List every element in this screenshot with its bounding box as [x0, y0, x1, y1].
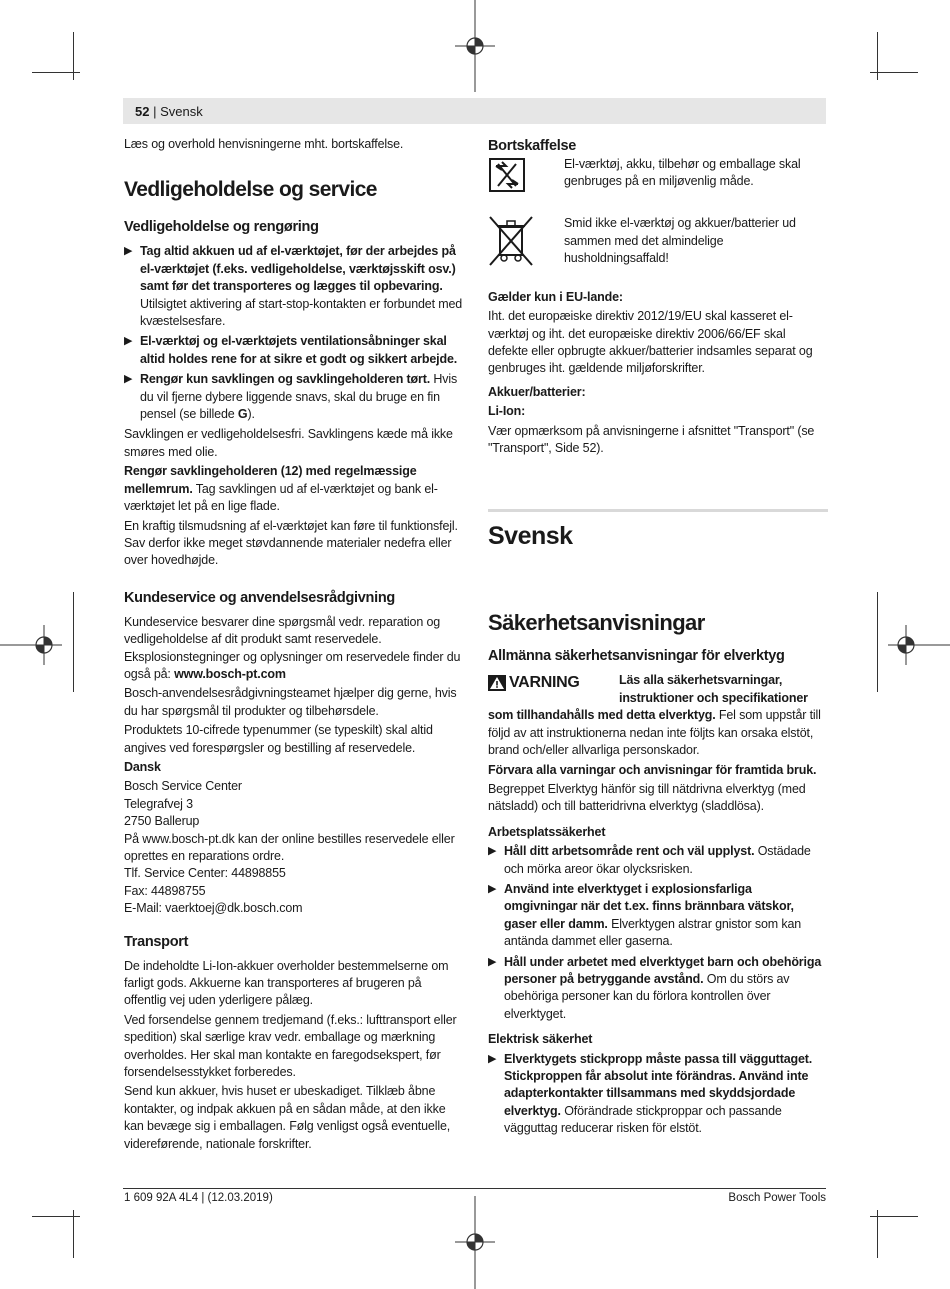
subheading: Arbetsplatssäkerhet	[488, 824, 606, 839]
liion-heading: Li-Ion:	[488, 404, 526, 419]
registration-mark-icon	[0, 625, 62, 665]
arrow-bullet-icon: ▶	[488, 882, 497, 895]
arrow-bullet-icon: ▶	[488, 955, 497, 968]
footer-rule	[123, 1188, 826, 1189]
arrow-bullet-icon: ▶	[488, 1052, 497, 1065]
crossed-bin-icon	[488, 215, 534, 267]
page-header: 52 | Svensk	[135, 104, 203, 119]
registration-mark-icon	[888, 625, 950, 665]
intro-text: Læs og overhold henvisningerne mht. bortskaffelse.	[124, 137, 404, 151]
arrow-bullet-icon: ▶	[124, 335, 133, 348]
page-number: 52	[135, 104, 150, 119]
list-item: ▶ El-værktøj og el-værktøjets ventilationsåbninger skal altid holdes rene for at sikre et godt og sikkert arbejde.	[124, 334, 458, 366]
section-title: Vedligeholdelse og service	[124, 178, 377, 202]
registration-mark-icon	[455, 1196, 495, 1289]
paragraph: El-værktøj, akku, tilbehør og emballage skal genbruges på en miljøvenlig måde.	[564, 157, 801, 189]
paragraph: Smid ikke el-værktøj og akkuer/batterier ud sammen med det almindelige husholdningsaffald!	[564, 216, 796, 266]
page-header-bar	[123, 98, 826, 124]
right-column	[488, 136, 828, 1141]
recycling-symbol-icon	[488, 156, 528, 196]
list-item: ▶ Håll under arbetet med elverktyget barn och obehöriga personer på betryggande avstånd. Om du störs av obehöriga personer kan du förlora kontrollen över elverktyget.	[488, 954, 822, 1021]
paragraph: Kundeservice besvarer dine spørgsmål vedr. reparation og vedligeholdelse af dit produkt samt reservedele. Eksplosionstegninger og oplysninger om reservedele finder du også på: www.bosch-pt.com	[124, 614, 461, 681]
subsection-title: Transport	[124, 933, 189, 950]
left-column	[124, 136, 464, 1155]
arrow-bullet-icon: ▶	[124, 245, 133, 258]
paragraph: Begreppet Elverktyg hänför sig till nätdrivna elverktyg (med nätsladd) och till batteridrivna elverktyg (sladdlösa).	[488, 781, 806, 814]
header-language: Svensk	[160, 104, 203, 119]
arrow-bullet-icon: ▶	[124, 373, 133, 386]
subsection-title: Allmänna säkerhetsanvisningar för elverktyg	[488, 648, 785, 665]
country-heading: Dansk	[124, 759, 161, 774]
eu-heading: Gælder kun i EU-lande:	[488, 289, 623, 304]
list-item: ▶ Tag altid akkuen ud af el-værktøjet, før der arbejdes på el-værktøjet (f.eks. vedligeholdelse, værktøjsskift osv.) samt før det transporteres og lægges til opbevaring. Utilsigtet aktivering af start-stop-kontakten er forbundet med kvæstelsesfare.	[124, 244, 463, 329]
batteries-heading: Akkuer/batterier:	[488, 384, 586, 399]
paragraph: Savklingen er vedligeholdelsesfri. Savklingens kæde må ikke smøres med olie.	[124, 427, 453, 459]
footer-brand: Bosch Power Tools	[728, 1192, 826, 1204]
paragraph: De indeholdte Li-Ion-akkuer overholder bestemmelserne om farligt gods. Akkuerne kan transporteres af brugeren på offentlig vej uden yderligere pålæg.	[124, 958, 449, 1008]
warning-label: VARNING	[488, 674, 580, 691]
paragraph: Förvara alla varningar och anvisningar för framtida bruk.	[488, 762, 817, 777]
subsection-title: Bortskaffelse	[488, 138, 576, 154]
subheading: Elektrisk säkerhet	[488, 1032, 593, 1047]
list-item: ▶ Elverktygets stickpropp måste passa till vägguttaget. Stickproppen får absolut inte förändras. Använd inte adapterkontakter tillsammans med skyddsjordade elverktyg. Oförändrade stickproppar och passande vägguttag reducerar risken för elstöt.	[488, 1051, 813, 1136]
subsection-title: Kundeservice og anvendelsesrådgivning	[124, 589, 395, 606]
divider	[488, 509, 828, 512]
list-item: ▶ Använd inte elverktyget i explosionsfarliga omgivningar när det t.ex. finns brännbara vätskor, gaser eller damm. Elverktygen alstrar gnistor som kan antända dammet eller gaserna.	[488, 881, 802, 949]
disposal-row	[488, 156, 828, 201]
paragraph: Produktets 10-cifrede typenummer (se typeskilt) skal altid angives ved forespørgsler og bestilling af reservedele.	[124, 723, 433, 755]
crop-marks	[73, 592, 74, 692]
paragraph: Iht. det europæiske direktiv 2012/19/EU skal kasseret el-værktøj og iht. det europæiske direktiv 2006/66/EF skal defekte eller opbrugte akkuer/batterier indsamles separat og genbruges iht. gældende miljøforskrifter.	[488, 309, 813, 376]
paragraph: En kraftig tilsmudsning af el-værktøjet kan føre til funktionsfejl. Sav derfor ikke meget støvdannende materialer nedefra eller over hovedhøjde.	[124, 518, 458, 568]
bosch-url-link[interactable]: www.bosch-pt.com	[174, 666, 286, 681]
paragraph: Vær opmærksom på anvisningerne i afsnittet "Transport" (se "Transport", Side 52).	[488, 423, 815, 456]
list-item: ▶ Håll ditt arbetsområde rent och väl upplyst. Ostädade och mörka areor ökar olycksrisken.	[488, 844, 811, 876]
address-block: Bosch Service Center Telegrafvej 3 2750 Ballerup På www.bosch-pt.dk kan der online bestilles reservedele eller oprettes en reparations ordre. Tlf. Service Center: 44898855 Fax: 44898755 E-Mail: vaerktoej@dk.bosch.com	[124, 778, 464, 917]
paragraph: Send kun akkuer, hvis huset er ubeskadiget. Tilklæb åbne kontakter, og indpak akkuen på en sådan måde, at den ikke kan bevæge sig i emballagen. Følg venligst også eventuelle, videreførende, nationale forskrifter.	[124, 1084, 451, 1151]
email-link[interactable]: E-Mail: vaerktoej@dk.bosch.com	[124, 901, 303, 916]
paragraph: Ved forsendelse gennem tredjemand (f.eks.: lufttransport eller spedition) skal særlige krav vedr. emballage og mærkning overholdes. Her skal man kontakte en faregodsekspert, før forsendelsesstykket forberedes.	[124, 1012, 457, 1080]
subsection-title: Vedligeholdelse og rengøring	[124, 219, 319, 236]
registration-mark-icon	[455, 0, 495, 92]
disposal-row	[488, 215, 828, 272]
list-item: ▶ Rengør kun savklingen og savklingeholderen tørt. Hvis du vil fjerne dybere liggende snavs, skal du bruge en fin pensel (se billede G).	[124, 372, 458, 422]
footer-doc-number: 1 609 92A 4L4 | (12.03.2019)	[124, 1192, 273, 1204]
paragraph: Rengør savklingeholderen (12) med regelmæssige mellemrum. Tag savklingen ud af el-værktøjet og bank el-værktøjet let på en lige flade.	[124, 464, 438, 514]
paragraph: Bosch-anvendelsesrådgivningsteamet hjælper dig gerne, hvis du har spørgsmål til produkter og tilbehørsdele.	[124, 686, 457, 718]
paragraph: som tillhandahålls med detta elverktyg. Fel som uppstår till följd av att instruktionerna nedan inte följts kan orsaka elstöt, brand och/eller allvarliga personskador.	[488, 708, 821, 758]
arrow-bullet-icon: ▶	[488, 845, 497, 858]
warning-block: VARNING Läs alla säkerhetsvarningar, instruktioner och specifikationer som tillhandahålls med detta elverktyg. Fel som uppstår till följd av att instruktionerna nedan inte följts kan orsaka elstöt, brand och/eller allvarliga personskador.	[488, 672, 828, 759]
warning-triangle-icon	[488, 675, 506, 691]
language-title: Svensk	[488, 522, 573, 551]
crop-marks	[877, 592, 878, 692]
section-title: Säkerhetsanvisningar	[488, 610, 705, 636]
